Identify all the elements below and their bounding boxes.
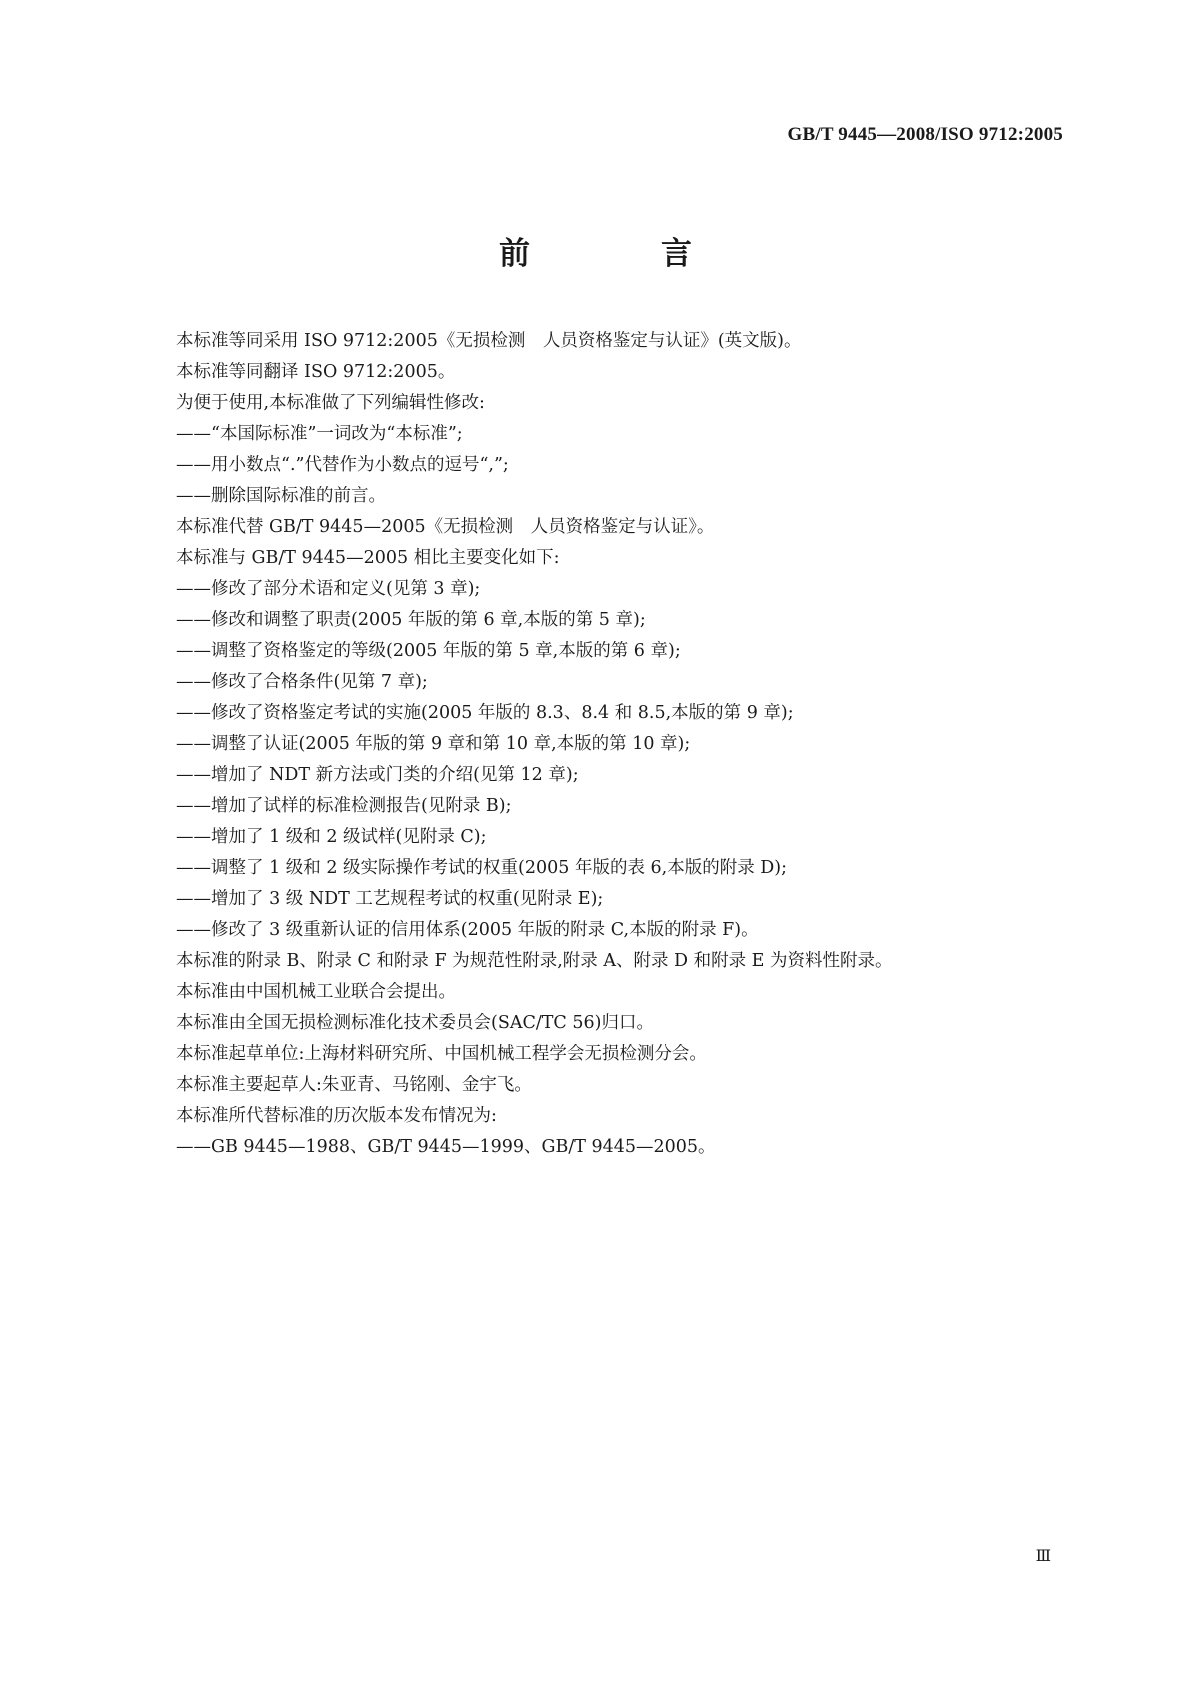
paragraph-line: 本标准主要起草人:朱亚青、马铭刚、金宇飞。: [176, 1075, 532, 1095]
list-item: ——删除国际标准的前言。: [176, 486, 386, 506]
list-item: ——修改了 3 级重新认证的信用体系(2005 年版的附录 C,本版的附录 F)。: [176, 920, 759, 940]
list-item: ——调整了资格鉴定的等级(2005 年版的第 5 章,本版的第 6 章);: [176, 641, 681, 661]
list-item: ——“本国际标准”一词改为“本标准”;: [176, 424, 463, 444]
list-item: ——修改了部分术语和定义(见第 3 章);: [176, 579, 481, 599]
standard-code: GB/T 9445—2008/ISO 9712:2005: [787, 124, 1063, 145]
paragraph-line: 本标准由中国机械工业联合会提出。: [176, 982, 456, 1002]
foreword-body: [176, 326, 1056, 1163]
list-item: ——修改了合格条件(见第 7 章);: [176, 672, 428, 692]
paragraph-line: 本标准的附录 B、附录 C 和附录 F 为规范性附录,附录 A、附录 D 和附录 E 为资料性附录。: [176, 951, 893, 971]
paragraph-line: 本标准等同采用 ISO 9712:2005《无损检测 人员资格鉴定与认证》(英文版)。: [176, 331, 802, 351]
list-item: ——GB 9445—1988、GB/T 9445—1999、GB/T 9445—2005。: [176, 1137, 716, 1157]
list-item: ——增加了 NDT 新方法或门类的介绍(见第 12 章);: [176, 765, 579, 785]
paragraph-line: 本标准代替 GB/T 9445—2005《无损检测 人员资格鉴定与认证》。: [176, 517, 715, 537]
paragraph-line: 本标准等同翻译 ISO 9712:2005。: [176, 362, 456, 382]
list-item: ——调整了 1 级和 2 级实际操作考试的权重(2005 年版的表 6,本版的附录 D);: [176, 858, 788, 878]
paragraph-line: 本标准所代替标准的历次版本发布情况为:: [176, 1106, 497, 1126]
paragraph-line: 为便于使用,本标准做了下列编辑性修改:: [176, 393, 485, 413]
paragraph-line: 本标准由全国无损检测标准化技术委员会(SAC/TC 56)归口。: [176, 1013, 654, 1033]
list-item: ——调整了认证(2005 年版的第 9 章和第 10 章,本版的第 10 章);: [176, 734, 691, 754]
list-item: ——用小数点“.”代替作为小数点的逗号“,”;: [176, 455, 509, 475]
list-item: ——修改和调整了职责(2005 年版的第 6 章,本版的第 5 章);: [176, 610, 646, 630]
paragraph-line: 本标准与 GB/T 9445—2005 相比主要变化如下:: [176, 548, 560, 568]
page-number: Ⅲ: [1035, 1548, 1051, 1565]
paragraph-line: 本标准起草单位:上海材料研究所、中国机械工程学会无损检测分会。: [176, 1044, 707, 1064]
list-item: ——增加了 3 级 NDT 工艺规程考试的权重(见附录 E);: [176, 889, 604, 909]
page-title: 前 言: [499, 236, 742, 272]
list-item: ——修改了资格鉴定考试的实施(2005 年版的 8.3、8.4 和 8.5,本版的第 9 章);: [176, 703, 794, 723]
list-item: ——增加了 1 级和 2 级试样(见附录 C);: [176, 827, 487, 847]
list-item: ——增加了试样的标准检测报告(见附录 B);: [176, 796, 512, 816]
